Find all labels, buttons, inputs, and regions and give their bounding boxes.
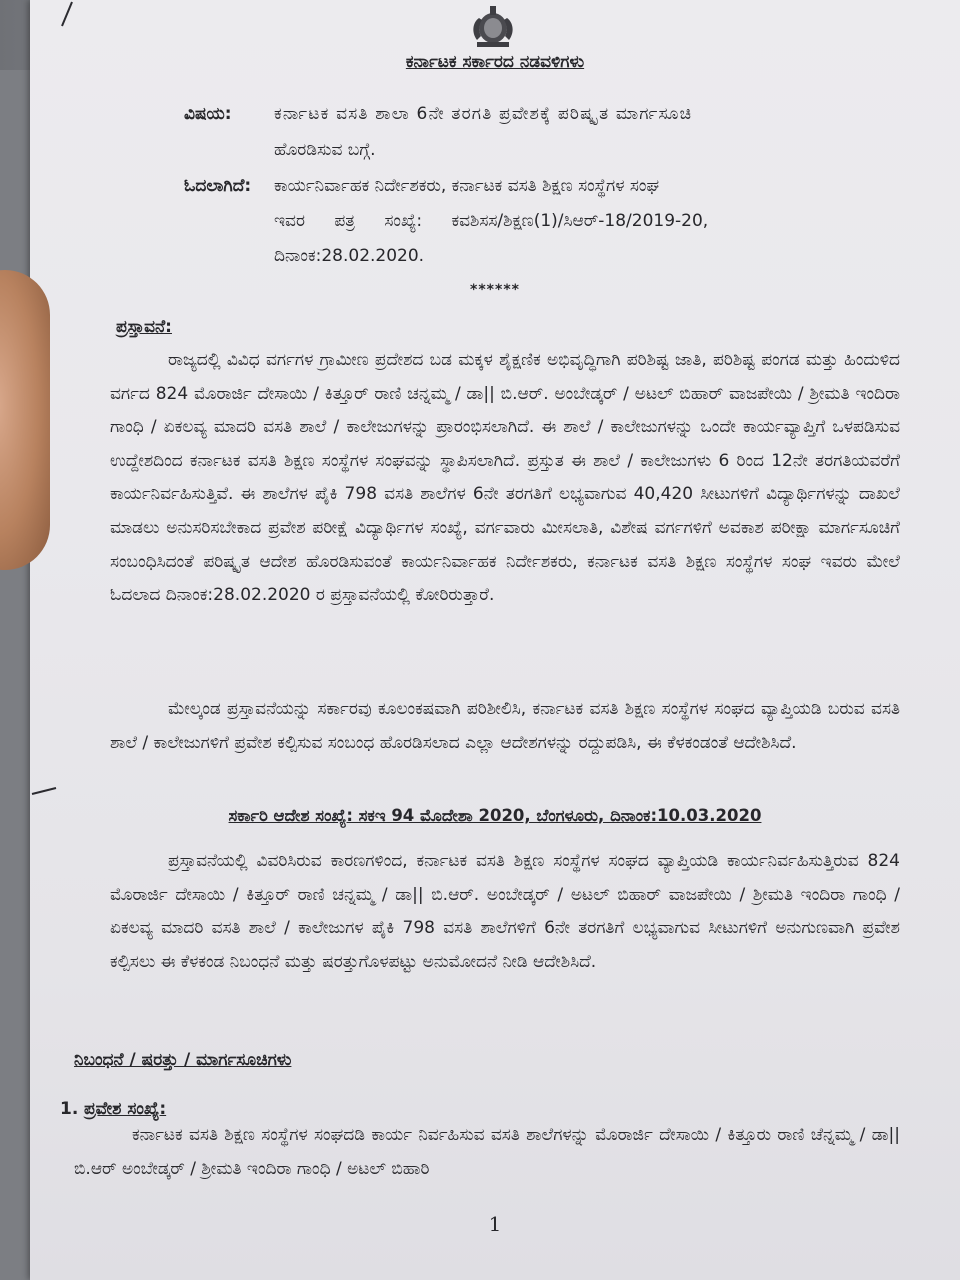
reference-date: ದಿನಾಂಕ:28.02.2020.	[274, 246, 425, 266]
item-1-number: 1.	[60, 1099, 79, 1119]
preamble-paragraph-1: ರಾಜ್ಯದಲ್ಲಿ ವಿವಿಧ ವರ್ಗಗಳ ಗ್ರಾಮೀಣ ಪ್ರದೇಶದ ಬಡ ಮಕ್ಕಳ ಶೈಕ್ಷಣಿಕ ಅಭಿವೃದ್ಧಿಗಾಗಿ ಪರಿಶಿಷ್ಟ ಜಾತಿ, ಪರಿಶಿಷ್ಟ ಪಂಗಡ ಮತ್ತು ಹಿಂದುಳಿದ ವರ್ಗದ 824 ಮೊರಾರ್ಜಿ ದೇಸಾಯಿ / ಕಿತ್ತೂರ್ ರಾಣಿ ಚನ್ನಮ್ಮ / ಡಾ|| ಬಿ.ಆರ್. ಅಂಬೇಡ್ಕರ್ / ಅಟಲ್ ಬಿಹಾರ್ ವಾಜಪೇಯಿ / ಶ್ರೀಮತಿ ಇಂದಿರಾ ಗಾಂಧಿ / ಏಕಲವ್ಯ ಮಾದರಿ ವಸತಿ ಶಾಲೆ / ಕಾಲೇಜುಗಳನ್ನು ಪ್ರಾರಂಭಿಸಲಾಗಿದೆ. ಈ ಶಾಲೆ / ಕಾಲೇಜುಗಳನ್ನು ಒಂದೇ ಕಾರ್ಯವ್ಯಾಪ್ತಿಗೆ ಒಳಪಡಿಸುವ ಉದ್ದೇಶದಿಂದ ಕರ್ನಾಟಕ ವಸತಿ ಶಿಕ್ಷಣ ಸಂಸ್ಥೆಗಳ ಸಂಘವನ್ನು ಸ್ಥಾಪಿಸಲಾಗಿದೆ. ಪ್ರಸ್ತುತ ಈ ಶಾಲೆ / ಕಾಲೇಜುಗಳು 6 ರಿಂದ 12ನೇ ತರಗತಿಯವರೆಗೆ ಕಾರ್ಯನಿರ್ವಹಿಸುತ್ತಿವೆ. ಈ ಶಾಲೆಗಳ ಪೈಕಿ 798 ವಸತಿ ಶಾಲೆಗಳ 6ನೇ ತರಗತಿಗೆ ಲಭ್ಯವಾಗುವ 40,420 ಸೀಟುಗಳಿಗೆ ವಿದ್ಯಾರ್ಥಿಗಳನ್ನು ದಾಖಲೆ ಮಾಡಲು ಅನುಸರಿಸಬೇಕಾದ ಪ್ರವೇಶ ಪರೀಕ್ಷೆ ವಿದ್ಯಾರ್ಥಿಗಳ ಸಂಖ್ಯೆ, ವರ್ಗವಾರು ಮೀಸಲಾತಿ, ವಿಶೇಷ ವರ್ಗಗಳಿಗೆ ಅವಕಾಶ ಪರೀಕ್ಷಾ ಮಾರ್ಗಸೂಚಿಗೆ ಸಂಬಂಧಿಸಿದಂತೆ ಪರಿಷ್ಕೃತ ಆದೇಶ ಹೊರಡಿಸುವಂತೆ ಕಾರ್ಯನಿರ್ವಾಹಕ ನಿರ್ದೇಶಕರು, ಕರ್ನಾಟಕ ವಸತಿ ಶಿಕ್ಷಣ ಸಂಸ್ಥೆಗಳ ಸಂಘ ಇವರು ಮೇಲೆ ಓದಲಾದ ದಿನಾಂಕ:28.02.2020 ರ ಪ್ರಸ್ತಾವನೆಯಲ್ಲಿ ಕೋರಿರುತ್ತಾರೆ.	[110, 350, 900, 606]
item-1-heading: ಪ್ರವೇಶ ಸಂಖ್ಯೆ:	[84, 1099, 167, 1119]
document-title: ಕರ್ನಾಟಕ ಸರ್ಕಾರದ ನಡವಳಿಗಳು	[405, 52, 585, 72]
reference-label: ಓದಲಾಗಿದೆ:	[184, 176, 252, 196]
conditions-heading: ನಿಬಂಧನೆ / ಷರತ್ತು / ಮಾರ್ಗಸೂಚಿಗಳು	[74, 1050, 292, 1070]
preamble-heading: ಪ್ರಸ್ತಾವನೆ:	[116, 317, 172, 337]
subject-text-line-1: ಕರ್ನಾಟಕ ವಸತಿ ಶಾಲಾ 6ನೇ ತರಗತಿ ಪ್ರವೇಶಕ್ಕೆ ಪರಿಷ್ಕೃತ ಮಾರ್ಗಸೂಚಿ	[274, 104, 693, 124]
government-order-heading: ಸರ್ಕಾರಿ ಆದೇಶ ಸಂಖ್ಯೆ: ಸಕಇ 94 ಮೊದೇಶಾ 2020, ಬೆಂಗಳೂರು, ದಿನಾಂಕ:10.03.2020	[228, 806, 762, 825]
karnataka-emblem-icon	[463, 4, 523, 50]
order-paragraph: ಪ್ರಸ್ತಾವನೆಯಲ್ಲಿ ವಿವರಿಸಿರುವ ಕಾರಣಗಳಿಂದ, ಕರ್ನಾಟಕ ವಸತಿ ಶಿಕ್ಷಣ ಸಂಸ್ಥೆಗಳ ಸಂಘದ ವ್ಯಾಪ್ತಿಯಡಿ ಕಾರ್ಯನಿರ್ವಹಿಸುತ್ತಿರುವ 824 ಮೊರಾರ್ಜಿ ದೇಸಾಯಿ / ಕಿತ್ತೂರ್ ರಾಣಿ ಚನ್ನಮ್ಮ / ಡಾ|| ಬಿ.ಆರ್. ಅಂಬೇಡ್ಕರ್ / ಅಟಲ್ ಬಿಹಾರ್ ವಾಜಪೇಯಿ / ಶ್ರೀಮತಿ ಇಂದಿರಾ ಗಾಂಧಿ / ಏಕಲವ್ಯ ಮಾದರಿ ವಸತಿ ಶಾಲೆ / ಕಾಲೇಜುಗಳ ಪೈಕಿ 798 ವಸತಿ ಶಾಲೆಗಳಿಗೆ 6ನೇ ತರಗತಿಗೆ ಲಭ್ಯವಾಗುವ ಸೀಟುಗಳಿಗೆ ಅನುಗುಣವಾಗಿ ಪ್ರವೇಶ ಕಲ್ಪಿಸಲು ಈ ಕೆಳಕಂಡ ನಿಬಂಧನೆ ಮತ್ತು ಷರತ್ತುಗೊಳಪಟ್ಟು ಅನುಮೋದನೆ ನೀಡಿ ಆದೇಶಿಸಿದೆ.	[110, 851, 900, 972]
section-separator: ******	[470, 282, 520, 298]
subject-label: ವಿಷಯ:	[184, 104, 232, 124]
subject-text-line-2: ಹೊರಡಿಸುವ ಬಗ್ಗೆ.	[274, 140, 376, 160]
item-1-paragraph: ಕರ್ನಾಟಕ ವಸತಿ ಶಿಕ್ಷಣ ಸಂಸ್ಥೆಗಳ ಸಂಘದಡಿ ಕಾರ್ಯ ನಿರ್ವಹಿಸುವ ವಸತಿ ಶಾಲೆಗಳನ್ನು ಮೊರಾರ್ಜಿ ದೇಸಾಯಿ / ಕಿತ್ತೂರು ರಾಣಿ ಚೆನ್ನಮ್ಮ / ಡಾ|| ಬಿ.ಆರ್ ಅಂಬೇಡ್ಕರ್ / ಶ್ರೀಮತಿ ಇಂದಿರಾ ಗಾಂಧಿ / ಅಟಲ್ ಬಿಹಾರಿ	[74, 1125, 900, 1179]
reference-text-line-2: ಇವರ ಪತ್ರ ಸಂಖ್ಯೆ: ಕವಶಿಸಸ/ಶಿಕ್ಷಣ(1)/ಸಿಆರ್-18/2019-20,	[274, 211, 709, 231]
reference-text-line-1: ಕಾರ್ಯನಿರ್ವಾಹಕ ನಿರ್ದೇಶಕರು, ಕರ್ನಾಟಕ ವಸತಿ ಶಿಕ್ಷಣ ಸಂಸ್ಥೆಗಳ ಸಂಘ	[274, 176, 660, 196]
preamble-paragraph-2: ಮೇಲ್ಕಂಡ ಪ್ರಸ್ತಾವನೆಯನ್ನು ಸರ್ಕಾರವು ಕೂಲಂಕಷವಾಗಿ ಪರಿಶೀಲಿಸಿ, ಕರ್ನಾಟಕ ವಸತಿ ಶಿಕ್ಷಣ ಸಂಸ್ಥೆಗಳ ಸಂಘದ ವ್ಯಾಪ್ತಿಯಡಿ ಬರುವ ವಸತಿ ಶಾಲೆ / ಕಾಲೇಜುಗಳಿಗೆ ಪ್ರವೇಶ ಕಲ್ಪಿಸುವ ಸಂಬಂಧ ಹೊರಡಿಸಲಾದ ಎಲ್ಲಾ ಆದೇಶಗಳನ್ನು ರದ್ದುಪಡಿಸಿ, ಈ ಕೆಳಕಂಡಂತೆ ಆದೇಶಿಸಿದೆ.	[110, 699, 900, 753]
pen-mark	[58, 0, 78, 30]
document-page	[30, 0, 960, 1280]
margin-pen-mark	[30, 784, 60, 798]
page-number: 1	[488, 1212, 502, 1236]
